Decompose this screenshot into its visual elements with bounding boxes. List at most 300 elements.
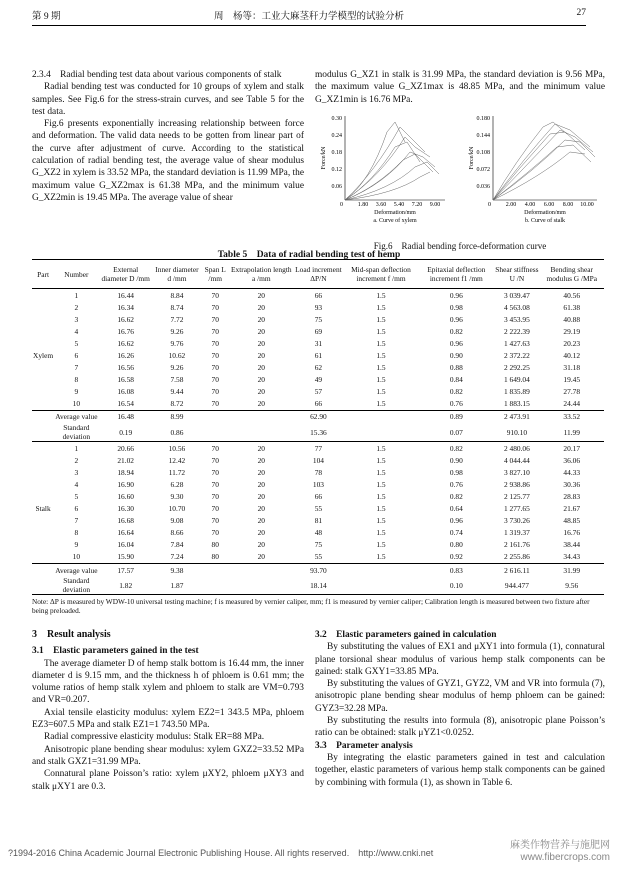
table-cell: 1.5 (376, 528, 386, 538)
table-cell: 20 (257, 504, 265, 514)
table-cell: 40.12 (563, 351, 581, 361)
table-cell: 1.87 (153, 576, 201, 595)
table-cell: 61.38 (563, 302, 581, 312)
tick-label: 0.144 (476, 133, 490, 139)
summary-row (32, 576, 604, 595)
table-cell: 11.72 (168, 467, 186, 477)
table-cell: 0.98 (449, 467, 463, 477)
summary-row (32, 563, 604, 576)
table-cell: Standard deviation (54, 576, 98, 595)
table-cell: 20 (257, 375, 265, 385)
part-label (32, 478, 54, 490)
table-row (32, 503, 604, 515)
table-cell: 0.82 (418, 442, 494, 455)
table-row (32, 301, 604, 313)
tick-label: 0.18 (331, 150, 342, 156)
table-cell: 0.96 (449, 290, 463, 300)
table-cell: 6.28 (170, 479, 184, 489)
table-cell: 16.54 (117, 399, 134, 409)
paragraph: Connatural plane Poisson’s ratio: xylem μXY2, phloem μXY3 and stalk μXY1 are 0.3. (32, 769, 304, 792)
table-row (32, 337, 604, 349)
table-cell: 1 883.15 (503, 399, 530, 409)
table-cell: 20 (257, 399, 265, 409)
table-cell (344, 410, 419, 423)
table-cell: 16.04 (117, 540, 134, 550)
part-label (32, 325, 54, 337)
tick-label: 4.00 (524, 202, 536, 208)
table-cell: 70 (211, 314, 219, 324)
table-note: Note: ΔP is measured by WDW-10 universal testing machine; f is measured by vernier caliper, mm; f1 is measured by vernier caliper; Calibration length is measured between two fixture after being preloaded. (32, 597, 590, 615)
page-number: 27 (576, 8, 586, 18)
table-cell: 910.10 (506, 427, 528, 437)
table-header-cell: Bending shear modulus G /MPa (539, 260, 604, 289)
paragraph: Fig.6 presents exponentially increasing relationship between force and deformation. The valid data needs to be gotten from linear part of the curve after adjustment of curve. According to the statistical calculation of radial bending test, the average value of shear modulus G_XZ2 in xylem is 33.52 MPa, the standard deviation is 11.99 MPa, the maximum value G_XZ2max is 61.38 MPa, and the minimum value G_XZ2min is 19.45 MPa. The average value of shear (32, 119, 304, 203)
table-cell: 7.72 (170, 314, 184, 324)
table-cell: 27.78 (563, 387, 581, 397)
table-header-cell: External diameter D /mm (99, 260, 153, 289)
summary-row (32, 423, 604, 442)
table-cell: 9.26 (170, 363, 184, 373)
part-label (32, 313, 54, 325)
table-cell (344, 423, 419, 442)
table-cell (344, 563, 419, 576)
table-cell: 20 (257, 516, 265, 526)
table-cell: 1.5 (376, 363, 386, 373)
table-cell: 93.70 (293, 563, 343, 576)
table-cell: 70 (211, 516, 219, 526)
part-label (32, 563, 54, 576)
table-cell: 29.19 (563, 326, 581, 336)
part-label (32, 442, 54, 455)
table-cell: 2 222.39 (503, 326, 530, 336)
tick-label: 0.06 (331, 184, 342, 190)
figure-caption: Fig.6 Radial bending force-deformation curve (373, 241, 547, 251)
table-cell: 8.66 (170, 528, 184, 538)
table-cell: 2 616.11 (494, 563, 539, 576)
table-cell: 0.80 (449, 540, 463, 550)
x-axis-label: Deformation/mm (374, 210, 416, 216)
table-cell: 18.94 (117, 467, 134, 477)
table-cell: 0.83 (418, 563, 494, 576)
table-cell: 70 (211, 363, 219, 373)
table-row (32, 386, 604, 398)
part-label (32, 576, 54, 595)
table-cell: 7 (74, 516, 79, 526)
panel-a (321, 116, 445, 224)
table-cell: 16.62 (117, 338, 134, 348)
table-cell: 20.17 (539, 442, 604, 455)
table-cell (201, 423, 229, 442)
table-header-cell: Number (54, 260, 98, 289)
tick-label: 0.108 (476, 150, 490, 156)
table-cell: 70 (211, 467, 219, 477)
table-cell: 9 (74, 540, 79, 550)
table-cell: 57 (314, 387, 323, 397)
table-row (32, 374, 604, 386)
part-label (32, 551, 54, 564)
table-cell: 0.86 (170, 427, 184, 437)
table-row (32, 289, 604, 302)
part-label (32, 423, 54, 442)
table-cell: 1 (54, 442, 98, 455)
table-cell: 15.36 (310, 427, 327, 437)
table-row (32, 454, 604, 466)
panel-b (469, 116, 597, 224)
table-cell: 7.24 (170, 552, 184, 562)
table-cell: 75 (314, 540, 323, 550)
table-cell: 49 (314, 375, 323, 385)
tick-label: 8.00 (562, 202, 574, 208)
table-cell: 20 (257, 540, 265, 550)
table-cell: 55 (314, 552, 323, 562)
part-label (32, 515, 54, 527)
table-cell (229, 563, 293, 576)
table-cell: 20 (229, 442, 293, 455)
part-label (32, 410, 54, 423)
table-cell: 1.5 (376, 351, 386, 361)
table-cell: 0.96 (449, 338, 463, 348)
part-label (32, 337, 54, 349)
table-cell: 20 (257, 528, 265, 538)
part-label (32, 362, 54, 374)
table-row (32, 478, 604, 490)
table-cell: 17.57 (99, 563, 153, 576)
table-cell: 16.48 (99, 410, 153, 423)
table-cell: 10.70 (168, 504, 186, 514)
table-cell: 20 (257, 552, 265, 562)
table-cell: 20 (257, 290, 265, 300)
table-cell: 8.84 (170, 290, 184, 300)
table-row (32, 551, 604, 564)
table-cell: 9 (74, 387, 79, 397)
table-cell: 20 (257, 479, 265, 489)
table-cell: 1 427.63 (503, 338, 530, 348)
table-cell (201, 410, 229, 423)
table-cell: 1.82 (99, 576, 153, 595)
table-cell: 0.07 (449, 427, 463, 437)
table-cell: Average value (54, 410, 98, 423)
table-title: Table 5 Data of radial bending test of hemp (217, 250, 401, 260)
table-cell (229, 423, 293, 442)
table-cell: 2 (74, 302, 79, 312)
table-cell: 1.5 (376, 540, 386, 550)
table-cell: 0.84 (449, 375, 463, 385)
issue-number: 第 9 期 (32, 12, 61, 22)
table-cell: 10.56 (153, 442, 201, 455)
table-cell: 40.88 (563, 314, 581, 324)
table-cell: 20.66 (99, 442, 153, 455)
table-cell: 2 938.86 (503, 479, 530, 489)
table-cell: 20.23 (563, 338, 581, 348)
table-row (32, 527, 604, 539)
table-cell: 20 (257, 491, 265, 501)
table-cell: 6 (74, 504, 79, 514)
table-header-row (32, 260, 604, 289)
table-cell: 0.64 (449, 504, 463, 514)
table-cell: 0.90 (449, 351, 463, 361)
table-cell: 1.5 (376, 338, 386, 348)
table-cell: 0.76 (449, 399, 463, 409)
table-cell (201, 576, 229, 595)
table-cell: 16.62 (117, 314, 134, 324)
table-cell: 4 (74, 479, 79, 489)
table-cell: 1 649.04 (503, 375, 530, 385)
table-cell: 7 (74, 363, 79, 373)
table-cell: 3 (74, 314, 79, 324)
table-cell: 2 473.91 (494, 410, 539, 423)
panel-caption: a. Curve of xylem (373, 218, 417, 224)
tick-label: 9.00 (429, 202, 441, 208)
figure-6-plots (315, 112, 605, 232)
table-cell: 8 (74, 528, 79, 538)
part-label (32, 386, 54, 398)
table-row (32, 362, 604, 374)
table-cell: 30.36 (563, 479, 581, 489)
table-cell: 1.5 (376, 552, 386, 562)
table-cell: 1.5 (376, 314, 386, 324)
table-header-cell: Span L /mm (201, 260, 229, 289)
figure-6 (315, 112, 605, 250)
table-cell: 44.33 (563, 467, 581, 477)
table-cell: 80 (211, 552, 219, 562)
table-cell: 0.92 (449, 552, 463, 562)
table-5 (32, 259, 604, 595)
table-cell: 20 (257, 351, 265, 361)
table-cell: 16.08 (117, 387, 134, 397)
tick-label: 10.00 (580, 202, 594, 208)
table-cell: 2 372.22 (503, 351, 530, 361)
table-cell: 62.90 (293, 410, 343, 423)
table-cell: 4 (74, 326, 79, 336)
left-column-top (32, 69, 304, 204)
table-cell: 11.99 (563, 427, 580, 437)
table-cell: 21.67 (563, 504, 581, 514)
paragraph: modulus G_XZ1 in stalk is 31.99 MPa, the standard deviation is 9.56 MPa, the maximum value G_XZ1max is 48.85 MPa, and the minimum value G_XZ1min is 16.76 MPa. (315, 70, 605, 105)
table-cell (229, 410, 293, 423)
table-header-cell: Load increment ΔP/N (293, 260, 343, 289)
table-cell: Average value (54, 563, 98, 576)
part-label (32, 398, 54, 411)
table-cell: 70 (211, 290, 219, 300)
table-cell: 31.99 (539, 563, 604, 576)
tick-label: 0.24 (331, 133, 342, 139)
tick-label: 1.80 (357, 202, 369, 208)
table-cell: 31.18 (563, 363, 581, 373)
table-cell: 28.83 (563, 491, 581, 501)
table-cell: 10.62 (168, 351, 186, 361)
table-header-cell: Extrapolation length a /mm (229, 260, 293, 289)
table-cell: 80 (211, 540, 219, 550)
table-cell: 34.43 (563, 552, 581, 562)
table-cell: 48 (314, 528, 323, 538)
part-label: Xylem (33, 351, 54, 361)
table-cell: 0.96 (449, 516, 463, 526)
part-label (32, 301, 54, 313)
table-cell: 3 (74, 467, 79, 477)
table-cell: 8.99 (153, 410, 201, 423)
table-cell: 10 (72, 552, 81, 562)
section-heading-3-1: 3.1 Elastic parameters gained in the test (32, 646, 199, 657)
table-cell: 3 730.26 (503, 516, 530, 526)
part-label (32, 490, 54, 502)
table-cell: 16.44 (117, 290, 134, 300)
table-cell: 16.56 (117, 363, 134, 373)
table-cell: 1.5 (376, 467, 386, 477)
table-cell: 16.64 (117, 528, 134, 538)
table-cell: Standard deviation (62, 423, 91, 442)
tick-label: 0.30 (331, 116, 342, 122)
table-cell: 70 (211, 387, 219, 397)
table-cell: 38.44 (563, 540, 581, 550)
table-row (32, 539, 604, 551)
table-cell: 0.82 (449, 491, 463, 501)
table-cell: 3 039.47 (503, 290, 530, 300)
table-row (32, 349, 604, 361)
table-cell: 16.30 (117, 504, 134, 514)
table-cell: 40.56 (563, 290, 581, 300)
table-cell: 31 (314, 338, 323, 348)
table-cell: 1.5 (376, 375, 386, 385)
table-cell: 70 (201, 442, 229, 455)
paragraph: By substituting the values of EX1 and μXY1 into formula (1), connatural plane torsional shear modulus of various hemp stalk components can be gained: stalk GXY1=33.85 MPa. (315, 642, 605, 677)
table-cell: 9.76 (170, 338, 184, 348)
table-cell: 9.44 (170, 387, 184, 397)
tick-label: 5.40 (393, 202, 405, 208)
table-cell: 15.90 (117, 552, 134, 562)
table-cell: 66 (314, 290, 323, 300)
paragraph: The average diameter D of hemp stalk bottom is 16.44 mm, the inner diameter d is 9.15 mm, and the thickness h of phloem is 0.61 mm; the volume ratios of hemp stalk xylem and phloem to stalk are VM=0.793 and VR=0.207. (32, 658, 304, 706)
table-cell: 20 (257, 302, 265, 312)
table-cell: 70 (211, 399, 219, 409)
table-cell: 5 (74, 338, 79, 348)
table-cell: 20 (257, 326, 265, 336)
tick-label: 0 (488, 202, 491, 208)
table-cell (344, 576, 419, 595)
table-cell: 1.5 (344, 442, 419, 455)
right-column-top (315, 69, 605, 106)
table-cell: 61 (314, 351, 323, 361)
table-cell: 70 (211, 326, 219, 336)
table-cell: 20 (257, 455, 265, 465)
paragraph: Radial compressive elasticity modulus: Stalk ER=88 MPa. (44, 732, 265, 743)
table-cell: 2 (74, 455, 79, 465)
paragraph: By integrating the elastic parameters gained in test and calculation together, elastic parameters of various hemp stalk components can be gained by combining with formula (1), as shown in Table 6. (315, 752, 605, 788)
table-header-cell: Part (32, 260, 54, 289)
right-column-bottom (315, 629, 605, 789)
table-cell: 20 (257, 314, 265, 324)
paragraph: Anisotropic plane bending shear modulus: xylem GXZ2=33.52 MPa and stalk GXZ1=31.99 MPa. (32, 744, 304, 767)
table-cell: 70 (211, 491, 219, 501)
tick-label: 0.12 (331, 167, 342, 173)
table-cell: 16.76 (563, 528, 581, 538)
table-cell: 12.42 (168, 455, 186, 465)
table-cell (201, 563, 229, 576)
table-cell: 1.5 (376, 302, 386, 312)
table-row (32, 442, 604, 455)
paragraph: Axial tensile elasticity modulus: xylem EZ2=1 343.5 MPa, phloem EZ3=607.5 MPa and stalk EZ1=1 743.50 MPa. (32, 707, 304, 731)
table-cell: 70 (211, 528, 219, 538)
section-heading-2-3-4: 2.3.4 Radial bending test data about various components of stalk (32, 70, 282, 80)
left-column-bottom (32, 629, 304, 793)
table-cell: 0.10 (418, 576, 494, 595)
table-cell: 103 (312, 479, 324, 489)
table-cell: 70 (211, 302, 219, 312)
table-cell: 6 (74, 351, 79, 361)
table-cell: 48.85 (563, 516, 581, 526)
table-cell: 70 (211, 351, 219, 361)
part-label (32, 374, 54, 386)
table-cell: 4 044.44 (503, 455, 530, 465)
table-cell: 16.34 (117, 302, 134, 312)
table-cell: 0.19 (119, 427, 133, 437)
table-cell: 944.477 (494, 576, 539, 595)
table-cell: 1.5 (376, 516, 386, 526)
table-cell: 16.60 (117, 491, 134, 501)
table-cell: 93 (314, 302, 323, 312)
table-row (32, 490, 604, 502)
table-header-cell: Shear stiffness U /N (494, 260, 539, 289)
header-rule (32, 25, 586, 26)
table-cell: 3 827.10 (503, 467, 530, 477)
table-cell: 9.08 (170, 516, 184, 526)
table-cell: 1.5 (376, 399, 386, 409)
summary-row (32, 410, 604, 423)
y-axis-label: Force/kN (321, 146, 327, 170)
table-cell: 1 277.65 (503, 504, 530, 514)
table-cell: 2 125.77 (503, 491, 530, 501)
table-cell: 16.58 (117, 375, 134, 385)
table-cell: 2 480.06 (494, 442, 539, 455)
table-cell: 16.76 (117, 326, 134, 336)
table-header-cell: Mid-span deflection increment f /mm (344, 260, 419, 289)
x-axis-label: Deformation/mm (524, 210, 566, 216)
table-cell: 4 563.08 (503, 302, 530, 312)
tick-label: 0 (340, 202, 343, 208)
table-cell: 19.45 (563, 375, 581, 385)
table-cell: 20 (257, 467, 265, 477)
part-label (32, 539, 54, 551)
table-cell: 1.5 (376, 479, 386, 489)
table-cell: 70 (211, 338, 219, 348)
table-cell: 55 (314, 504, 323, 514)
table-cell: 0.90 (449, 455, 463, 465)
table-cell: 20 (257, 363, 265, 373)
table-row (32, 398, 604, 411)
table-cell: 0.96 (449, 314, 463, 324)
table-cell: 36.06 (563, 455, 581, 465)
section-heading-3-2: 3.2 Elastic parameters gained in calculation (315, 630, 497, 640)
table-cell: 9.26 (170, 326, 184, 336)
table-cell: 9.30 (170, 491, 184, 501)
part-label (32, 466, 54, 478)
table-cell: 0.98 (449, 302, 463, 312)
table-cell: 7.84 (170, 540, 184, 550)
table-cell: 69 (314, 326, 323, 336)
table-cell: 8 (74, 375, 79, 385)
table-cell: 62 (314, 363, 323, 373)
section-heading-3-3: 3.3 Parameter analysis (315, 740, 413, 751)
table-row (32, 313, 604, 325)
table-cell: 1.5 (376, 491, 386, 501)
table-cell: 16.90 (117, 479, 134, 489)
y-axis-label: Force/kN (469, 146, 475, 170)
table-cell: 2 292.25 (503, 363, 530, 373)
running-title: 周 杨等：工业大麻茎秆力学模型的试验分析 (213, 12, 404, 22)
table-cell: 9.38 (153, 563, 201, 576)
table-cell: 1.5 (376, 290, 386, 300)
part-label (32, 454, 54, 466)
table-cell: 70 (211, 479, 219, 489)
